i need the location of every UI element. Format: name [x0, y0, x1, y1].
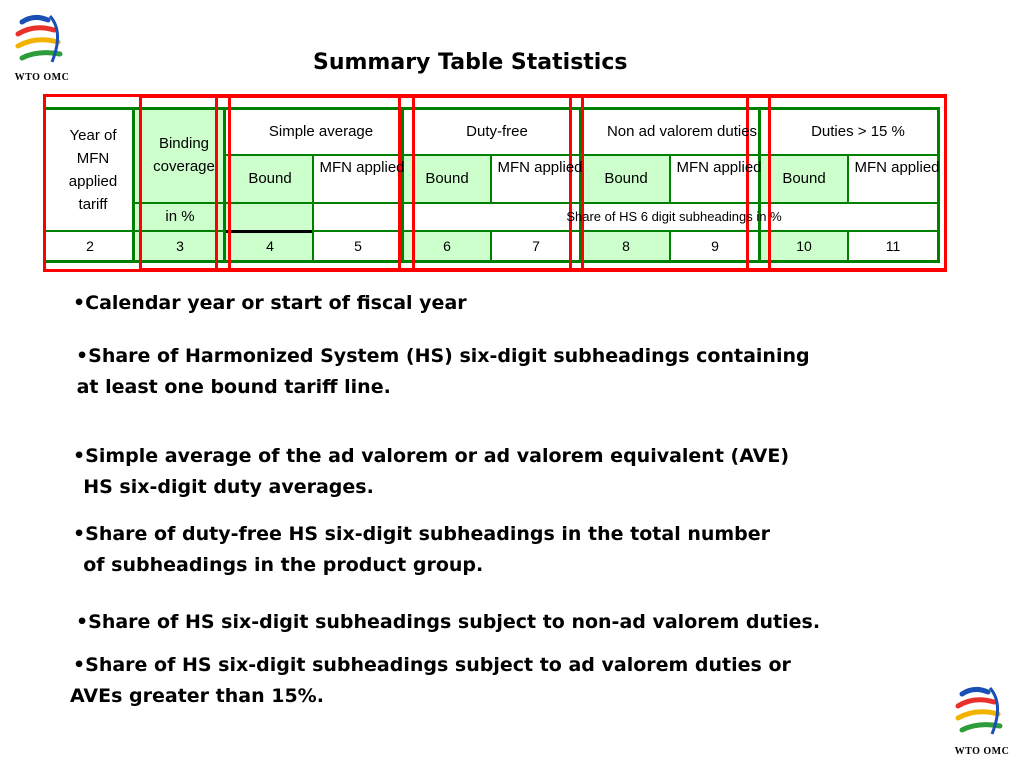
page-title: Summary Table Statistics [313, 50, 628, 75]
bullet-non-ad-valorem: •Share of HS six-digit subheadings subject to non-ad valorem duties. [76, 611, 821, 633]
subheader-mfn-applied: MFN applied [676, 159, 762, 176]
col-number: 5 [354, 238, 362, 254]
wto-emblem-icon [948, 680, 1016, 742]
bullet-duty-free-line2: of subheadings in the product group. [70, 554, 484, 576]
header-duties-15: Duties > 15 % [811, 123, 905, 140]
wto-emblem-icon [8, 8, 76, 70]
col-number: 6 [443, 238, 451, 254]
wto-logo-text: WTO OMC [14, 72, 70, 83]
header-duty-free: Duty-free [466, 123, 528, 140]
col-number: 9 [711, 238, 719, 254]
subheader-bound: Bound [782, 170, 826, 187]
subheader-mfn-applied: MFN applied [854, 159, 940, 176]
col-number: 7 [532, 238, 540, 254]
bullet-duties15-line2: AVEs greater than 15%. [70, 685, 324, 707]
subheader-bound: Bound [425, 170, 469, 187]
header-simple-average: Simple average [268, 123, 374, 140]
bullet-duties15-line1: •Share of HS six-digit subheadings subject to ad valorem duties or [73, 654, 791, 676]
unit-share-hs6: Share of HS 6 digit subheadings in % [566, 209, 782, 224]
bullet-simple-avg-line2: HS six-digit duty averages. [70, 476, 374, 498]
wto-logo-bottom [948, 680, 1016, 760]
subheader-bound: Bound [248, 170, 292, 187]
header-year-mfn: Year of MFN applied tariff [68, 127, 118, 213]
bullet-binding-line1: •Share of Harmonized System (HS) six-digit subheadings containing [76, 345, 810, 367]
wto-logo-text: WTO OMC [954, 746, 1010, 757]
col-number: 3 [176, 238, 184, 254]
col-number: 11 [885, 238, 901, 254]
bullet-calendar-year: •Calendar year or start of fiscal year [73, 292, 467, 314]
col-number: 8 [622, 238, 630, 254]
col-number: 10 [796, 238, 812, 254]
header-non-ad-valorem: Non ad valorem duties [606, 123, 758, 140]
subheader-mfn-applied: MFN applied [319, 159, 405, 176]
bullet-duty-free-line1: •Share of duty-free HS six-digit subheadings in the total number [73, 523, 771, 545]
bullet-binding-line2: at least one bound tariff line. [70, 376, 391, 398]
col-number: 4 [266, 238, 274, 254]
header-binding-coverage: Binding coverage [153, 135, 215, 175]
col-number: 2 [86, 238, 94, 254]
subheader-bound: Bound [604, 170, 648, 187]
bullet-simple-avg-line1: •Simple average of the ad valorem or ad valorem equivalent (AVE) [73, 445, 789, 467]
wto-logo-top [8, 8, 76, 88]
subheader-mfn-applied: MFN applied [497, 159, 583, 176]
unit-in-percent: in % [165, 208, 195, 225]
